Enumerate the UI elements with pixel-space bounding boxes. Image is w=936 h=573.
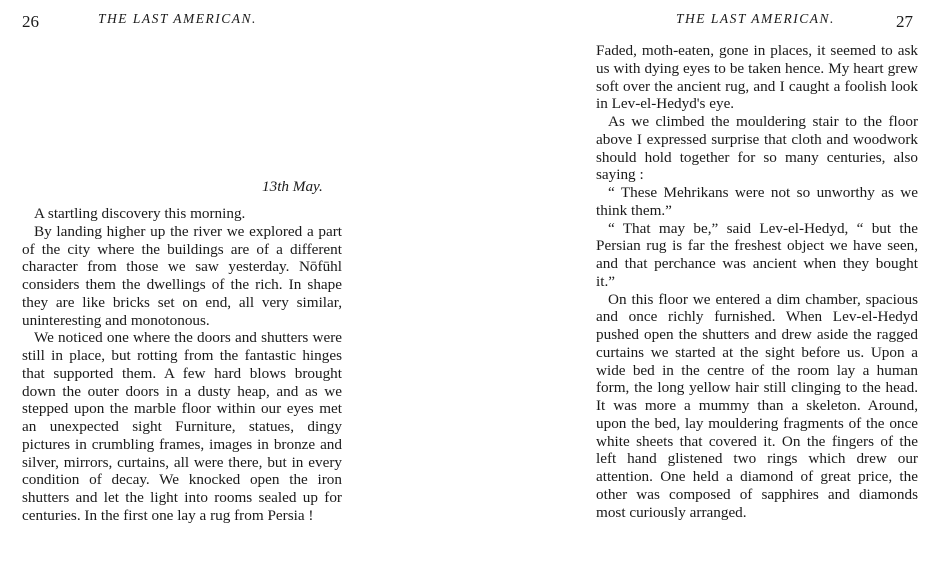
paragraph: “ That may be,” said Lev-el-Hedyd, “ but the Persian rug is far the freshest object we have seen, and that perchance was ancient when they bought it.” bbox=[596, 219, 918, 290]
page-number-right: 27 bbox=[896, 12, 913, 31]
right-page-text bbox=[596, 42, 918, 521]
paragraph: We noticed one where the doors and shutters were still in place, but rotting from the fantastic hinges that supported them. A few hard blows brought down the outer doors in a dusty heap, and as we stepped upon the marble floor within our eyes met an unexpected sight Furniture, statues, dingy pictures in crumbling frames, images in bronze and silver, mirrors, curtains, all were there, but in every condition of decay. We knocked open the iron shutters and let the light into rooms sealed up for centuries. In the first one lay a rug from Persia ! bbox=[22, 329, 342, 524]
running-head-left: THE LAST AMERICAN. bbox=[98, 11, 257, 26]
page-number-left: 26 bbox=[22, 12, 39, 31]
paragraph: Faded, moth-eaten, gone in places, it seemed to ask us with dying eyes to be taken hence. My heart grew soft over the ancient rug, and I caught a foolish look in Lev-el-Hedyd's eye. bbox=[596, 42, 918, 113]
right-page bbox=[468, 0, 936, 573]
paragraph: By landing higher up the river we explored a part of the city where the buildings are of a different character from those we saw yesterday. Nōfūhl considers them the dwellings of the rich. In shape they are like bricks set on end, all very similar, uninteresting and monotonous. bbox=[22, 222, 342, 329]
dateline: 13th May. bbox=[262, 178, 323, 195]
paragraph: “ These Mehrikans were not so unworthy as we think them.” bbox=[596, 184, 918, 219]
running-head-right: THE LAST AMERICAN. bbox=[676, 11, 835, 26]
paragraph: A startling discovery this morning. bbox=[34, 205, 246, 222]
paragraph: As we climbed the mouldering stair to the floor above I expressed surprise that cloth and woodwork should hold together for so many centuries, also saying : bbox=[596, 113, 918, 184]
left-page-text bbox=[22, 205, 342, 525]
paragraph: On this floor we entered a dim chamber, spacious and once richly furnished. When Lev-el-Hedyd pushed open the shutters and drew aside the ragged curtains we started at the sight before us. Upon a wide bed in the centre of the room lay a human form, the long yellow hair still clinging to the head. It was more a mummy than a skeleton. Around, upon the bed, lay mouldering fragments of the once white sheets that covered it. On the fingers of the left hand glistened two rings which drew our attention. One held a diamond of great price, the other was composed of sapphires and diamonds most curiously arranged. bbox=[596, 290, 918, 521]
